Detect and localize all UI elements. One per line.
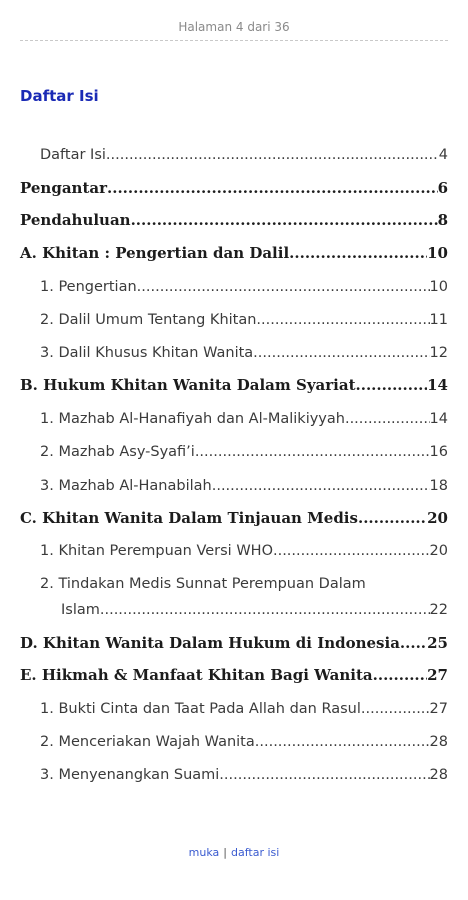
toc-entry-page: 11 [429,312,448,328]
toc-entry-label: Daftar Isi [40,147,106,163]
dot-leader [253,345,429,361]
toc-entry-label: A. Khitan : Pengertian dan Dalil [20,244,290,262]
toc-entry-page: 28 [429,767,448,783]
toc-entry-label: D. Khitan Wanita Dalam Hukum di Indonesia [20,634,400,652]
dot-leader [107,179,438,197]
toc-entry-page: 20 [427,509,448,527]
toc-entry-page: 8 [437,211,448,229]
toc-title: Daftar Isi [20,87,99,105]
dot-leader [400,634,427,652]
footer-separator: | [223,846,227,859]
toc-entry-page: 27 [429,701,448,717]
toc-entry-label: 3. Menyenangkan Suami [40,767,220,783]
home-link[interactable]: muka [188,846,220,859]
toc-entry-label: 1. Mazhab Al-Hanafiyah dan Al-Malikiyyah [40,411,345,427]
toc-entry-page: 27 [427,666,448,684]
toc-entry-page: 10 [427,244,448,262]
toc-entry-page: 6 [437,179,448,197]
toc-entry-label: 1. Pengertian [40,279,137,295]
toc-link[interactable]: daftar isi [231,846,280,859]
toc-entry-label: 2. Dalil Umum Tentang Khitan [40,312,257,328]
dot-leader [273,543,430,559]
dot-leader [212,478,430,494]
dot-leader [137,279,430,295]
toc-entry-label: B. Hukum Khitan Wanita Dalam Syariat [20,376,356,394]
dot-leader [255,734,430,750]
dot-leader [100,602,430,618]
footer-nav [0,846,468,859]
toc-entry-label: C. Khitan Wanita Dalam Tinjauan Medis [20,509,358,527]
page-indicator: Halaman 4 dari 36 [178,20,290,34]
toc-entry-label: 2. Menceriakan Wajah Wanita [40,734,255,750]
toc-entry-label: Pengantar [20,179,107,197]
toc-entry-page: 12 [429,345,448,361]
toc-entry-label: E. Hikmah & Manfaat Khitan Bagi Wanita [20,666,373,684]
toc-entry-label: 1. Bukti Cinta dan Taat Pada Allah dan Rasul [40,701,361,717]
dot-leader [131,211,438,229]
toc-entry-page: 10 [429,279,448,295]
dot-leader [373,666,427,684]
toc-entry-page: 20 [429,543,448,559]
toc-entry-page: 25 [427,634,448,652]
toc-entry-label: Pendahuluan [20,211,131,229]
dot-leader [358,509,427,527]
header-divider [20,40,448,41]
toc-entry-label: 3. Mazhab Al-Hanabilah [40,478,212,494]
toc-entry-page: 18 [429,478,448,494]
dot-leader [289,244,427,262]
toc-entry-page: 14 [427,376,448,394]
toc-entry-label: 2. Mazhab Asy-Syafi’i [40,444,195,460]
toc-entry-label-line2: Islam [61,602,100,618]
dot-leader [106,147,439,163]
dot-leader [345,411,430,427]
toc-entry-label: 3. Dalil Khusus Khitan Wanita [40,345,254,361]
toc-entry-label-line1: 2. Tindakan Medis Sunnat Perempuan Dalam [40,576,366,592]
dot-leader [195,444,430,460]
toc-entry-page: 22 [429,602,448,618]
dot-leader [219,767,429,783]
toc-entry-page: 28 [429,734,448,750]
toc-entry-page: 4 [438,147,448,163]
dot-leader [361,701,430,717]
toc-entry-page: 14 [429,411,448,427]
dot-leader [356,376,428,394]
toc-entry-page: 16 [429,444,448,460]
dot-leader [256,312,429,328]
toc-entry-label: 1. Khitan Perempuan Versi WHO [40,543,273,559]
